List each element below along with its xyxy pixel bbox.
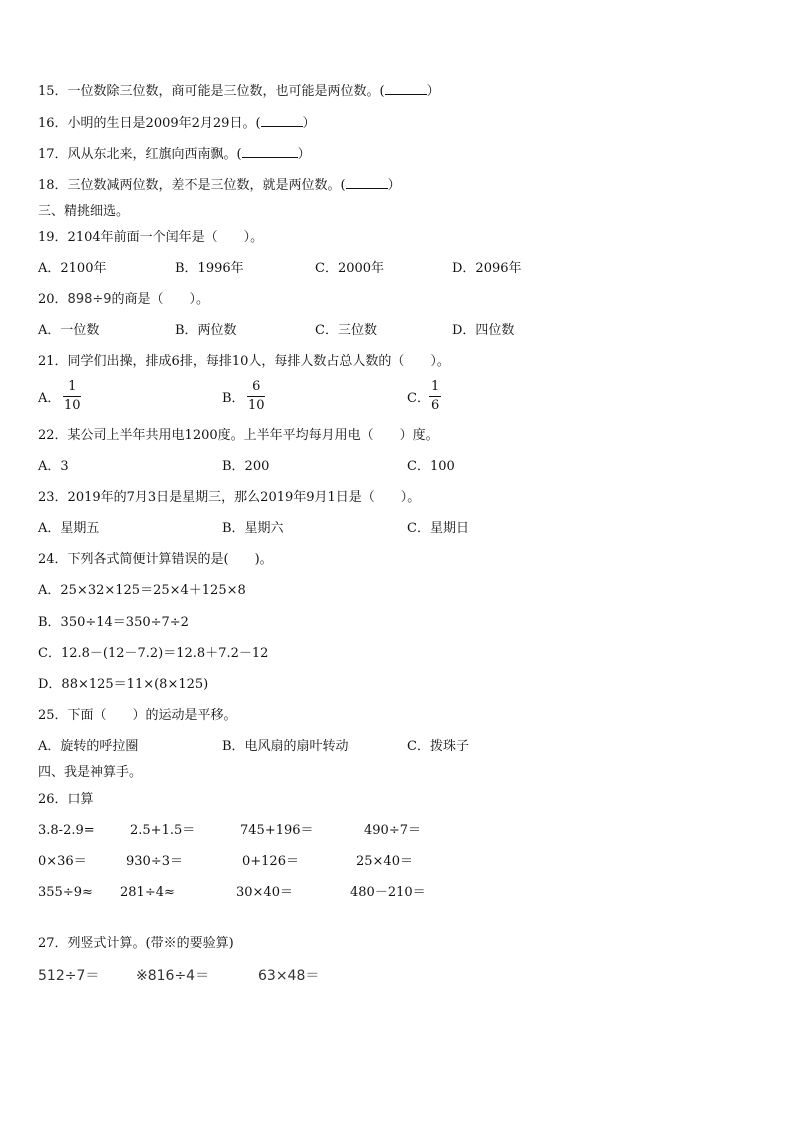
section-heading-3: 三、精挑细选。: [38, 204, 130, 219]
option-c[interactable]: C．星期日: [407, 521, 469, 536]
option-c[interactable]: C．12.8－(12－7.2)＝12.8＋7.2－12: [38, 646, 269, 661]
question-25-stem: 25．下面（ ）的运动是平移。: [38, 708, 237, 723]
question-26-stem: 26．口算: [38, 792, 94, 807]
question-15: 15．一位数除三位数，商可能是三位数，也可能是两位数。( ）: [38, 84, 440, 99]
division-expression: 898÷9: [67, 292, 112, 307]
mental-math-item: 480－210＝: [350, 885, 426, 900]
option-a[interactable]: A．星期五: [38, 521, 100, 536]
option-a-label[interactable]: A．: [38, 391, 61, 406]
question-text: 小明的生日是2009年2月29日。(: [67, 116, 261, 131]
option-c-label[interactable]: C．: [407, 391, 430, 406]
vertical-calc-item: 63×48＝: [258, 968, 320, 984]
mental-math-item: 30×40＝: [236, 885, 293, 900]
mental-math-item: 745+196＝: [240, 823, 314, 838]
option-a[interactable]: A．2100年: [38, 261, 107, 276]
option-b[interactable]: B．1996年: [175, 261, 244, 276]
question-23-stem: 23．2019年的7月3日是星期三，那么2019年9月1日是（ ）。: [38, 490, 421, 505]
option-b[interactable]: B．两位数: [175, 323, 237, 338]
option-c[interactable]: C．三位数: [315, 323, 377, 338]
option-b-label[interactable]: B．: [222, 391, 245, 406]
mental-math-item: 281÷4≈: [120, 885, 175, 900]
question-21-stem: 21．同学们出操，排成6排，每排10人，每排人数占总人数的（ ）。: [38, 354, 450, 369]
option-d[interactable]: D．2096年: [452, 261, 522, 276]
mental-math-item: 0+126＝: [242, 854, 299, 869]
question-22-stem: 22．某公司上半年共用电1200度。上半年平均每月用电（ ）度。: [38, 428, 439, 443]
section-heading-4: 四、我是神算手。: [38, 765, 143, 780]
answer-blank[interactable]: [346, 176, 388, 189]
option-d[interactable]: D．四位数: [452, 323, 515, 338]
question-27-stem: 27．列竖式计算。(带※的要验算): [38, 936, 234, 951]
question-16: 16．小明的生日是2009年2月29日。( ）: [38, 116, 316, 131]
vertical-calc-item: 512÷7＝: [38, 968, 100, 984]
question-number: 18．: [38, 178, 68, 193]
option-c[interactable]: C．拨珠子: [407, 739, 469, 754]
mental-math-item: 930÷3＝: [126, 854, 183, 869]
question-number: 16．: [38, 116, 68, 131]
question-20-stem: 20．898÷9的商是（ ）。: [38, 292, 210, 307]
answer-blank[interactable]: [385, 82, 427, 95]
option-d[interactable]: D．88×125＝11×(8×125): [38, 677, 209, 692]
mental-math-item: 2.5+1.5＝: [130, 823, 196, 838]
question-number: 17．: [38, 147, 68, 162]
option-b[interactable]: B．350÷14＝350÷7÷2: [38, 615, 189, 630]
question-19-stem: 19．2104年前面一个闰年是（ ）。: [38, 230, 264, 245]
option-c[interactable]: C．100: [407, 459, 455, 474]
question-text: 三位数减两位数，差不是三位数，就是两位数。(: [67, 178, 346, 193]
question-text: 风从东北来，红旗向西南飘。(: [67, 147, 242, 162]
mental-math-item: 0×36＝: [38, 854, 87, 869]
option-c[interactable]: C．2000年: [315, 261, 385, 276]
mental-math-item: 25×40＝: [356, 854, 413, 869]
fraction-a: 1 10: [64, 379, 81, 413]
option-a[interactable]: A．一位数: [38, 323, 100, 338]
mental-math-item: 355÷9≈: [38, 885, 93, 900]
question-24-stem: 24．下列各式简便计算错误的是( )。: [38, 552, 273, 567]
option-b[interactable]: B．电风扇的扇叶转动: [222, 739, 349, 754]
option-a[interactable]: A．25×32×125＝25×4＋125×8: [38, 583, 246, 598]
answer-blank[interactable]: [242, 145, 298, 158]
option-b[interactable]: B．星期六: [222, 521, 284, 536]
option-b[interactable]: B．200: [222, 459, 270, 474]
question-18: 18．三位数减两位数，差不是三位数，就是两位数。( ）: [38, 178, 401, 193]
question-17: 17．风从东北来，红旗向西南飘。( ）: [38, 147, 311, 162]
fraction-c: 1 6: [431, 379, 440, 413]
option-a[interactable]: A．旋转的呼拉圈: [38, 739, 139, 754]
answer-blank[interactable]: [261, 114, 303, 127]
vertical-calc-item: ※816÷4＝: [136, 968, 210, 984]
question-text: 一位数除三位数，商可能是三位数，也可能是两位数。(: [67, 84, 385, 99]
option-a[interactable]: A．3: [38, 459, 69, 474]
mental-math-item: 3.8-2.9=: [38, 823, 95, 838]
fraction-b: 6 10: [248, 379, 265, 413]
question-number: 15．: [38, 84, 68, 99]
mental-math-item: 490÷7＝: [364, 823, 421, 838]
